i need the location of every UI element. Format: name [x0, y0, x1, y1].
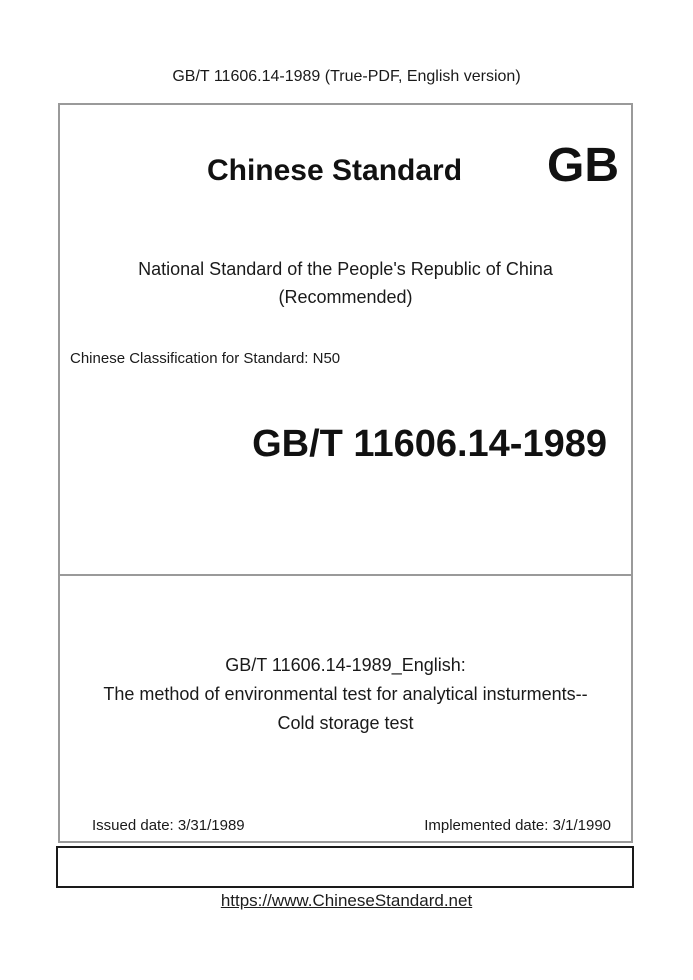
page-header-title: GB/T 11606.14-1989 (True-PDF, English version) [172, 68, 521, 85]
dates-row [92, 815, 611, 836]
national-standard-subtitle [60, 255, 631, 311]
classification-text: Chinese Classification for Standard: N50 [70, 350, 341, 367]
standard-number: GB/T 11606.14-1989 [252, 423, 607, 465]
issued-date: Issued date: 3/31/1989 [92, 817, 245, 834]
subtitle-line-2: (Recommended) [278, 287, 413, 307]
subtitle-line-1: National Standard of the People's Republic of China [138, 259, 553, 279]
implemented-date: Implemented date: 3/1/1990 [424, 817, 611, 834]
cover-box [58, 103, 633, 843]
english-title-line-3: Cold storage test [277, 713, 414, 733]
section-divider [60, 574, 631, 576]
footer-link-wrap [0, 889, 693, 912]
brand-title: Chinese Standard [206, 154, 463, 187]
footer-empty-box [56, 846, 634, 888]
footer-link[interactable]: https://www.ChineseStandard.net [220, 891, 473, 910]
english-title-line-2: The method of environmental test for analytical insturments-- [103, 684, 588, 704]
english-title-line-1: GB/T 11606.14-1989_English: [225, 655, 466, 675]
english-title-block [60, 651, 631, 738]
gb-logo: GB [547, 139, 619, 192]
